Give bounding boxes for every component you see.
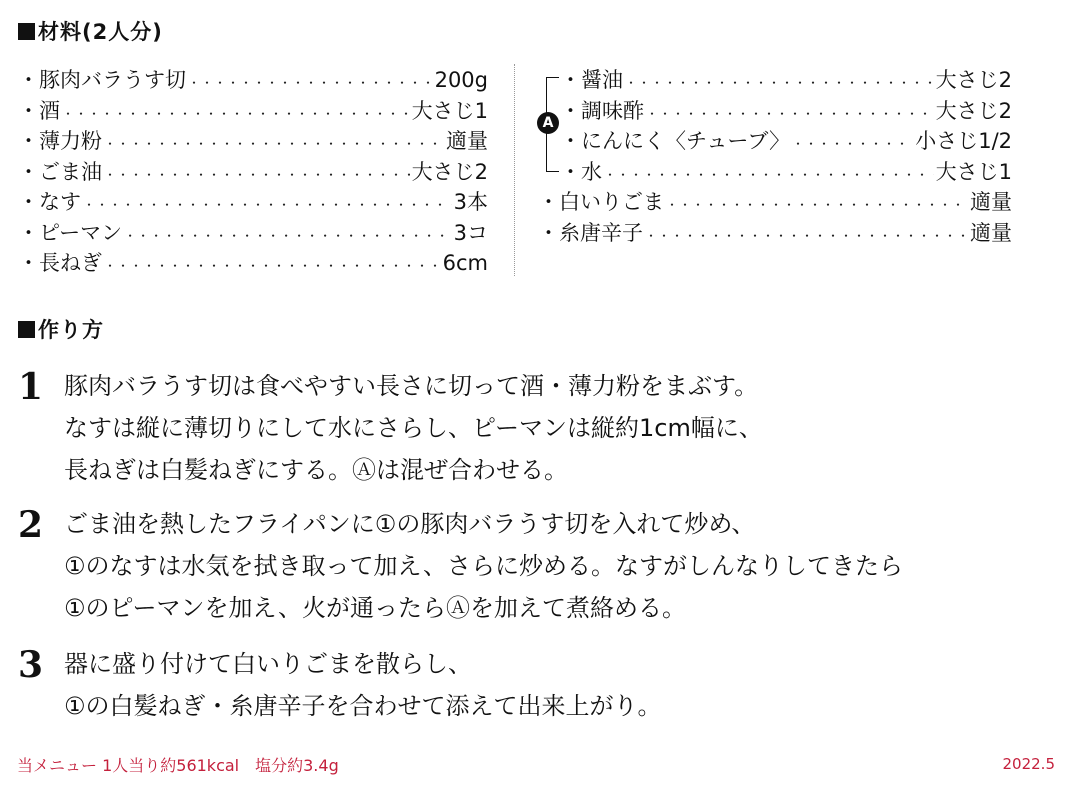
step-line: ごま油を熱したフライパンに①の豚肉バラうす切を入れて炒め、 [64, 510, 756, 538]
leader-dots [666, 190, 968, 214]
leader-dots [625, 68, 934, 92]
step-text [64, 644, 662, 728]
ingredient-name: ・なす [18, 190, 81, 214]
ingredient-name: ・ピーマン [18, 220, 123, 245]
ingredient-amount: 3コ [453, 220, 488, 245]
ingredient-name: ・豚肉バラうす切 [18, 68, 186, 92]
leader-dots [104, 129, 444, 153]
ingredient-row [18, 186, 488, 217]
ingredient-amount: 大さじ2 [935, 98, 1012, 123]
step-text [64, 504, 903, 630]
step-number: 2 [18, 504, 44, 546]
ingredient-name: ・白いりごま [538, 190, 664, 214]
step-line: 豚肉バラうす切は食べやすい長さに切って酒・薄力粉をまぶす。 [64, 372, 759, 400]
leader-dots [604, 160, 934, 184]
ingredient-name: ・長ねぎ [18, 251, 102, 275]
ingredient-row [538, 217, 1012, 248]
step-line: 器に盛り付けて白いりごまを散らし、 [64, 650, 472, 678]
ingredient-row [560, 64, 1012, 95]
step-line: ①の白髪ねぎ・糸唐辛子を合わせて添えて出来上がり。 [64, 692, 662, 720]
ingredient-row [18, 95, 488, 126]
ingredient-amount: 適量 [446, 129, 488, 153]
leader-dots [188, 68, 433, 92]
ingredient-name: ・水 [560, 159, 602, 184]
ingredient-name: ・糸唐辛子 [538, 220, 643, 245]
step-line: ①のピーマンを加え、火が通ったらⒶを加えて煮絡める。 [64, 594, 686, 622]
ingredient-amount: 200g [434, 68, 488, 92]
leader-dots [792, 129, 913, 153]
method-heading: 作り方 [18, 314, 104, 344]
nutrition-info: 当メニュー 1人当り約561kcal 塩分約3.4g [17, 756, 339, 775]
leader-dots [83, 190, 452, 214]
step-line: なすは縦に薄切りにして水にさらし、ピーマンは縦約1cm幅に、 [64, 414, 763, 442]
ingredients-heading: 材料(2人分) [18, 16, 163, 46]
step-line: ①のなすは水気を拭き取って加え、さらに炒める。なすがしんなりしてきたら [64, 552, 903, 580]
leader-dots [62, 99, 410, 123]
ingredients-sauce-list [560, 64, 1012, 186]
square-bullet-icon [18, 321, 35, 338]
ingredient-row [18, 247, 488, 278]
ingredient-row [18, 217, 488, 248]
ingredient-row [18, 156, 488, 187]
leader-dots [104, 160, 410, 184]
ingredient-amount: 小さじ1/2 [915, 129, 1012, 153]
ingredient-amount: 大さじ1 [411, 98, 488, 123]
ingredient-name: ・調味酢 [560, 98, 644, 123]
leader-dots [104, 251, 441, 275]
ingredient-name: ・醤油 [560, 68, 623, 92]
ingredient-name: ・ごま油 [18, 159, 102, 184]
ingredients-right-extra-list [538, 186, 1012, 247]
ingredients-left-list [18, 64, 488, 278]
ingredient-row [560, 95, 1012, 126]
leader-dots [124, 221, 451, 245]
step-line: 長ねぎは白髪ねぎにする。Ⓐは混ぜ合わせる。 [64, 456, 568, 484]
ingredient-row [560, 125, 1012, 156]
ingredient-amount: 適量 [970, 220, 1012, 245]
ingredient-amount: 3本 [453, 190, 488, 214]
ingredient-name: ・酒 [18, 98, 60, 123]
ingredient-amount: 大さじ2 [411, 159, 488, 184]
ingredient-amount: 大さじ2 [935, 68, 1012, 92]
ingredient-row [560, 156, 1012, 187]
step-number: 1 [18, 366, 44, 408]
step-text [64, 366, 763, 492]
leader-dots [646, 99, 934, 123]
step-number: 3 [18, 644, 44, 686]
ingredient-name: ・薄力粉 [18, 129, 102, 153]
column-divider [514, 64, 515, 276]
square-bullet-icon [18, 23, 35, 40]
sauce-group-badge: A [537, 112, 559, 134]
ingredient-row [18, 64, 488, 95]
ingredient-row [18, 125, 488, 156]
leader-dots [645, 221, 968, 245]
ingredient-amount: 適量 [970, 190, 1012, 214]
ingredient-amount: 大さじ1 [935, 159, 1012, 184]
publish-date: 2022.5 [1002, 755, 1055, 773]
ingredient-name: ・にんにく〈チューブ〉 [560, 129, 790, 153]
ingredient-row [538, 186, 1012, 217]
ingredient-amount: 6cm [442, 251, 488, 275]
